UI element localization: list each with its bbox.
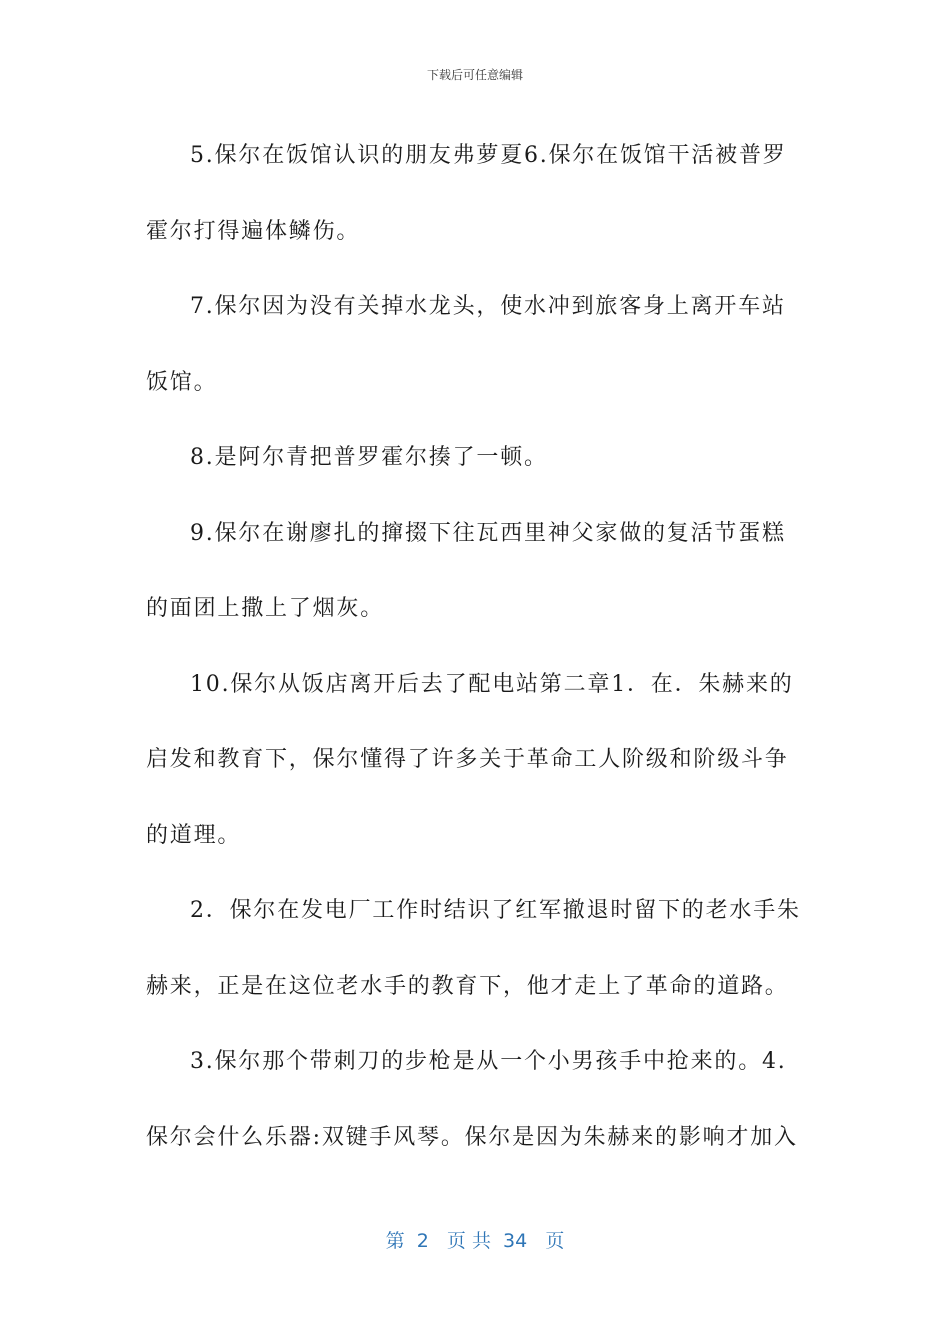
paragraph: 7.保尔因为没有关掉水龙头，使水冲到旅客身上离开车站饭馆。 — [146, 294, 786, 395]
page-header: 下载后可任意编辑 — [426, 68, 523, 82]
page-footer: 第 2 页 共 34 页 — [385, 1230, 565, 1252]
paragraph: 5.保尔在饭馆认识的朋友弗萝夏6.保尔在饭馆干活被普罗霍尔打得遍体鳞伤。 — [146, 143, 787, 244]
paragraph: 9.保尔在谢廖扎的撺掇下往瓦西里神父家做的复活节蛋糕的面团上撒上了烟灰。 — [146, 520, 786, 621]
paragraph: 10.保尔从饭店离开后去了配电站第二章1．在．朱赫来的启发和教育下，保尔懂得了许多关于革命工人阶级和阶级斗争的道理。 — [146, 671, 794, 848]
paragraph: 2．保尔在发电厂工作时结识了红军撤退时留下的老水手朱赫来，正是在这位老水手的教育下，他才走上了革命的道路。 — [146, 898, 801, 999]
paragraph: 8.是阿尔青把普罗霍尔揍了一顿。 — [190, 445, 548, 470]
document-body — [146, 118, 806, 1175]
paragraph: 3.保尔那个带刺刀的步枪是从一个小男孩手中抢来的。4.保尔会什么乐器:双键手风琴。保尔是因为朱赫来的影响才加入 — [146, 1049, 798, 1150]
